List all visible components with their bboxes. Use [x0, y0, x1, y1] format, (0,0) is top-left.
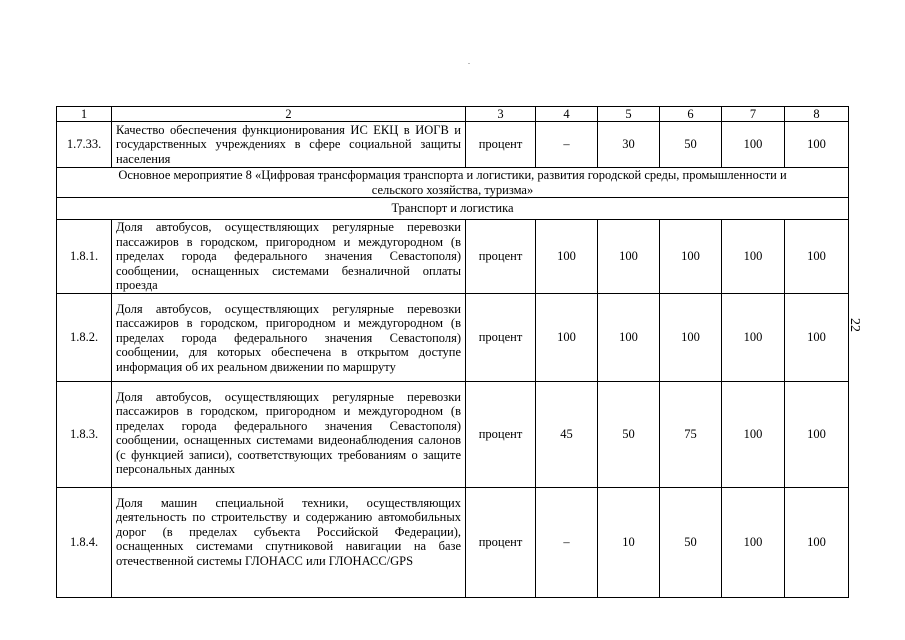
value-col-7: 100 [722, 487, 785, 597]
value-col-6: 100 [660, 293, 722, 381]
unit-cell: процент [466, 220, 536, 294]
section-row [57, 168, 849, 198]
row-number: 1.8.3. [57, 381, 112, 487]
value-col-4: 45 [536, 381, 598, 487]
indicator-description: Качество обеспечения функционирования ИС ЕКЦ в ИОГВ и государственных учреждениях в сфере социальной защиты населения [112, 122, 466, 168]
value-col-8: 100 [785, 487, 849, 597]
value-col-5: 100 [598, 220, 660, 294]
value-col-5: 50 [598, 381, 660, 487]
value-col-4: 100 [536, 293, 598, 381]
header-cell-6: 6 [660, 107, 722, 122]
header-row [57, 107, 849, 122]
page-number: 22 [847, 318, 862, 332]
value-col-8: 100 [785, 122, 849, 168]
value-col-4: – [536, 487, 598, 597]
subsection-heading: Транспорт и логистика [57, 198, 849, 220]
table-row [57, 220, 849, 294]
value-col-5: 10 [598, 487, 660, 597]
value-col-6: 75 [660, 381, 722, 487]
main-activity-text: Основное мероприятие 8 «Цифровая трансформация транспорта и логистики, развития городской среды, промышленности и сельского хозяйства, туризма» [118, 168, 787, 197]
indicators-table [56, 106, 849, 598]
value-col-4: 100 [536, 220, 598, 294]
value-col-8: 100 [785, 293, 849, 381]
value-col-8: 100 [785, 381, 849, 487]
value-col-7: 100 [722, 220, 785, 294]
value-col-7: 100 [722, 381, 785, 487]
row-number: 1.8.2. [57, 293, 112, 381]
row-number: 1.8.1. [57, 220, 112, 294]
value-col-6: 50 [660, 487, 722, 597]
indicator-description: Доля автобусов, осуществляющих регулярные перевозки пассажиров в городском, пригородном и междугородном (в пределах города федерального значения Севастополя) сообщении, оснащенных системами безналичной оплаты проезда [112, 220, 466, 294]
table-row [57, 381, 849, 487]
main-activity-heading [57, 168, 849, 198]
value-col-5: 100 [598, 293, 660, 381]
scan-speck [468, 63, 470, 64]
indicator-description: Доля машин специальной техники, осуществляющих деятельность по строительству и содержанию автомобильных дорог (в пределах субъекта Российской Федерации), оснащенных системами спутниковой навигации на базе отечественной системы ГЛОНАСС или ГЛОНАСС/GPS [112, 487, 466, 597]
value-col-6: 100 [660, 220, 722, 294]
header-cell-8: 8 [785, 107, 849, 122]
value-col-7: 100 [722, 293, 785, 381]
value-col-8: 100 [785, 220, 849, 294]
value-col-6: 50 [660, 122, 722, 168]
value-col-7: 100 [722, 122, 785, 168]
indicator-description: Доля автобусов, осуществляющих регулярные перевозки пассажиров в городском, пригородном и междугородном (в пределах города федерального значения Севастополя) сообщении, оснащенных системами видеонаблюдения салонов (с функцией записи), соответствующих требованиям о защите персональных данных [112, 381, 466, 487]
row-number: 1.7.33. [57, 122, 112, 168]
indicator-description: Доля автобусов, осуществляющих регулярные перевозки пассажиров в городском, пригородном и междугородном (в пределах города федерального значения Севастополя) сообщении, для которых обеспечена в открытом доступе информация об их реальном движении по маршруту [112, 293, 466, 381]
value-col-5: 30 [598, 122, 660, 168]
unit-cell: процент [466, 293, 536, 381]
header-cell-3: 3 [466, 107, 536, 122]
unit-cell: процент [466, 487, 536, 597]
subsection-row [57, 198, 849, 220]
row-number: 1.8.4. [57, 487, 112, 597]
header-cell-7: 7 [722, 107, 785, 122]
value-col-4: – [536, 122, 598, 168]
header-cell-2: 2 [112, 107, 466, 122]
table-row [57, 293, 849, 381]
unit-cell: процент [466, 381, 536, 487]
unit-cell: процент [466, 122, 536, 168]
table-row [57, 487, 849, 597]
header-cell-1: 1 [57, 107, 112, 122]
table-row [57, 122, 849, 168]
header-cell-5: 5 [598, 107, 660, 122]
header-cell-4: 4 [536, 107, 598, 122]
